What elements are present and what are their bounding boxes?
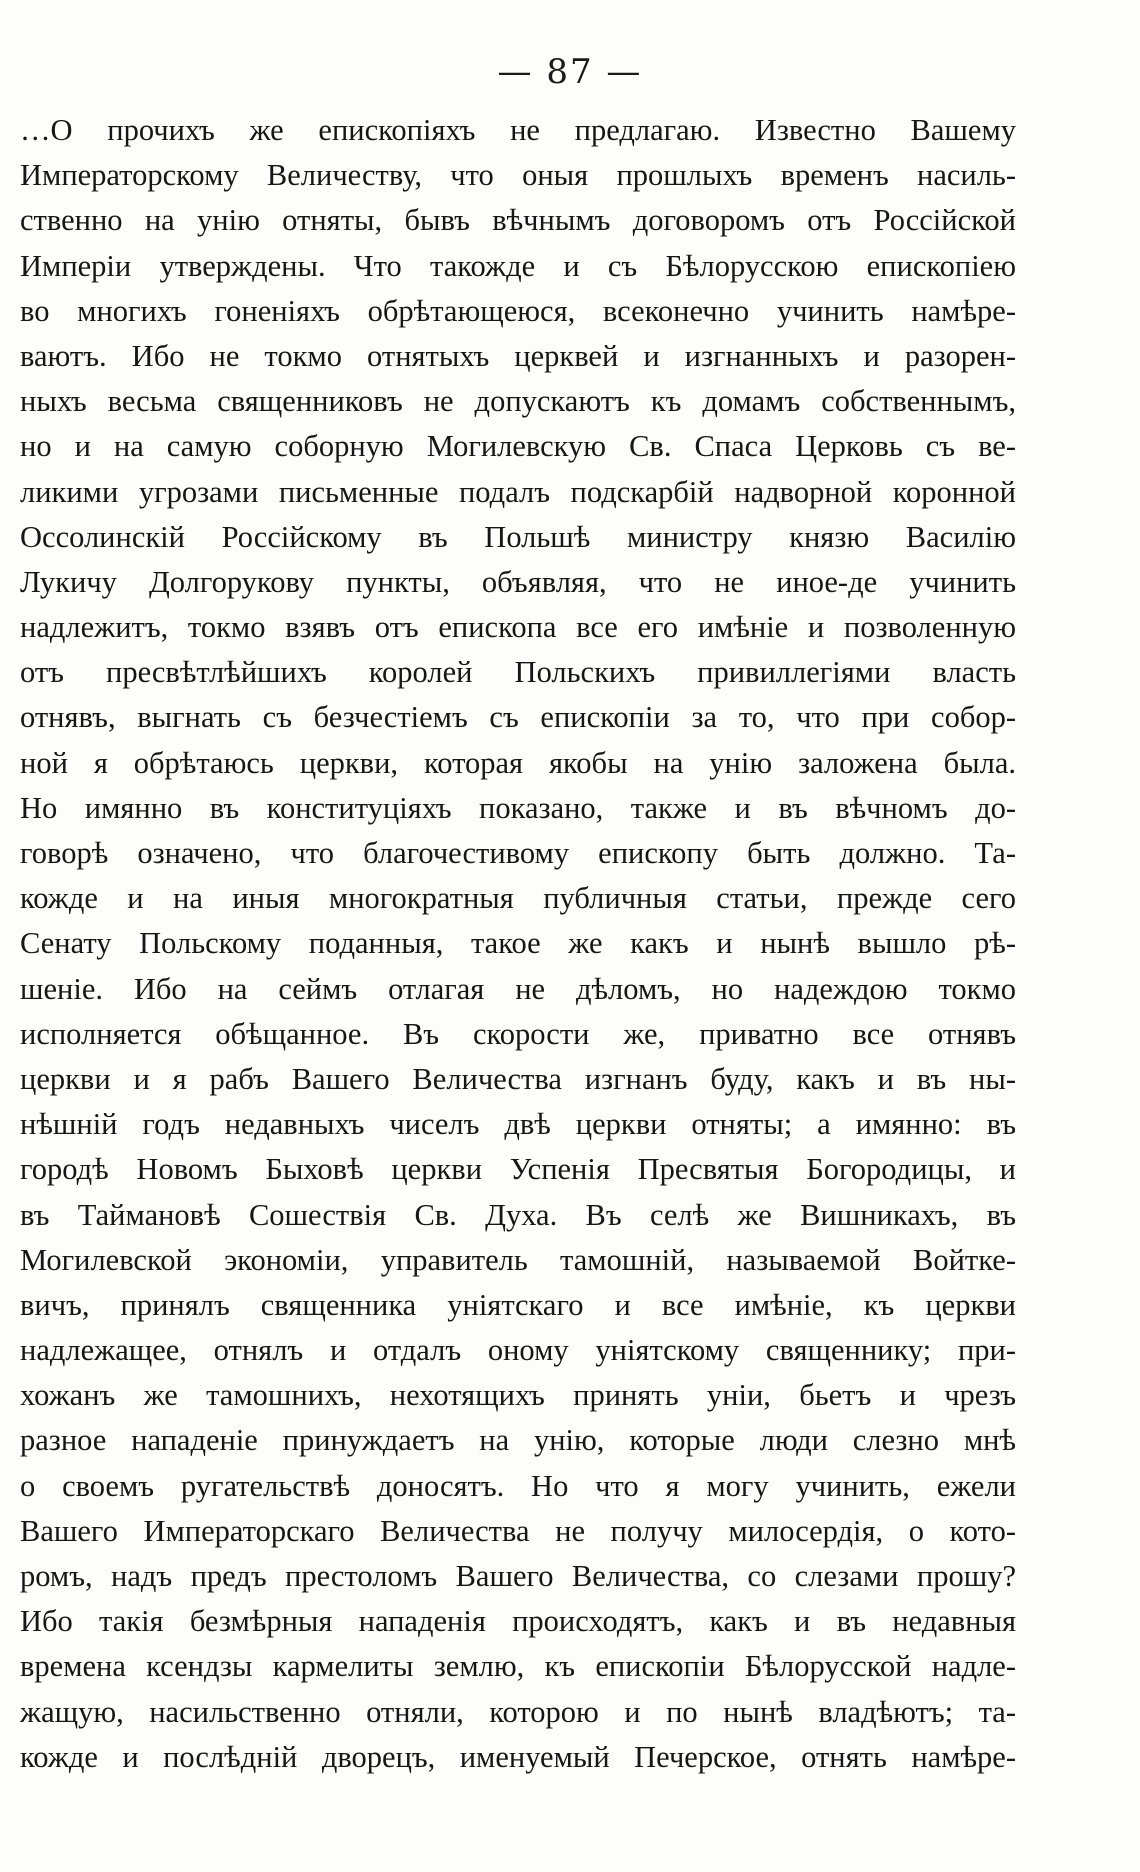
text-line: Вашего Императорскаго Величества не получу милосердія, о кото- [20,1513,1016,1548]
text-line: въ Таймановѣ Сошествія Св. Духа. Въ селѣ же Вишникахъ, въ [20,1197,1016,1232]
text-line: разное нападеніе принуждаетъ на унію, которые люди слезно мнѣ [20,1423,1016,1458]
text-line: ной я обрѣтаюсь церкви, которая якобы на унію заложена была. [20,745,1016,780]
text-line: надлежащее, отнялъ и отдалъ оному уніятскому священнику; при- [20,1333,1016,1368]
body-text [20,108,1016,1780]
text-line: хожанъ же тамошнихъ, нехотящихъ принять уніи, бьетъ и чрезъ [20,1378,1016,1413]
text-line: Ибо такія безмѣрныя нападенія происходятъ, какъ и въ недавныя [20,1604,1016,1639]
text-line: ваютъ. Ибо не токмо отнятыхъ церквей и изгнанныхъ и разорен- [20,338,1016,373]
text-line: Но имянно въ конституціяхъ показано, также и въ вѣчномъ до- [20,790,1016,825]
page-number: — 87 — [497,52,643,92]
text-line: Имперіи утверждены. Что такожде и съ Бѣлорусскою епископіею [20,248,1016,283]
text-line: надлежитъ, токмо взявъ отъ епископа все его имѣніе и позволенную [20,610,1016,645]
text-line: отнявъ, выгнать съ безчестіемъ съ епископіи за то, что при собор- [20,700,1016,735]
text-line: городѣ Новомъ Быховѣ церкви Успенія Пресвятыя Богородицы, и [20,1152,1016,1187]
text-line: …О прочихъ же епископіяхъ не предлагаю. Известно Вашему [20,113,1016,147]
text-line: кожде и на иныя многократныя публичныя статьи, прежде сего [20,881,1016,916]
text-line: но и на самую соборную Могилевскую Св. Спаса Церковь съ ве- [20,429,1016,464]
text-line: ственно на унію отняты, бывъ вѣчнымъ договоромъ отъ Россійской [20,203,1016,238]
text-line: шеніе. Ибо на сеймъ отлагая не дѣломъ, но надеждою токмо [20,971,1016,1006]
text-line: нѣшній годъ недавныхъ чиселъ двѣ церкви отняты; а имянно: въ [20,1107,1016,1142]
text-line: во многихъ гоненіяхъ обрѣтающеюся, всеконечно учинить намѣре- [20,293,1016,328]
text-line: отъ пресвѣтлѣйшихъ королей Польскихъ привиллегіями власть [20,655,1016,690]
text-line: говорѣ означено, что благочестивому епископу быть должно. Та- [20,836,1016,870]
text-line: кожде и послѣдній дворецъ, именуемый Печерское, отнять намѣре- [20,1739,1016,1774]
text-line: времена ксендзы кармелиты землю, къ епископіи Бѣлорусской надле- [20,1649,1016,1684]
text-line: Сенату Польскому поданныя, такое же какъ и нынѣ вышло рѣ- [20,926,1016,961]
text-line: Императорскому Величеству, что оныя прошлыхъ временъ насиль- [20,158,1016,193]
text-line: Могилевской экономіи, управитель тамошній, называемой Войтке- [20,1242,1016,1277]
text-line: жащую, насильственно отняли, которою и по нынѣ владѣютъ; та- [20,1694,1016,1729]
text-line: ромъ, надъ предъ престоломъ Вашего Величества, со слезами прошу? [20,1559,1016,1593]
text-line: Оссолинскій Россійскому въ Польшѣ министру князю Василію [20,519,1016,554]
text-line: исполняется обѣщанное. Въ скорости же, приватно все отнявъ [20,1016,1016,1051]
text-line: вичъ, принялъ священника уніятскаго и все имѣніе, къ церкви [20,1287,1016,1322]
text-line: церкви и я рабъ Вашего Величества изгнанъ буду, какъ и въ ны- [20,1061,1016,1096]
text-line: ликими угрозами письменные подалъ подскарбій надворной коронной [20,474,1016,509]
text-line: Лукичу Долгорукову пункты, объявляя, что не иное-де учинить [20,564,1016,599]
text-line: о своемъ ругательствѣ доносятъ. Но что я могу учинить, ежели [20,1468,1016,1503]
text-line: ныхъ весьма священниковъ не допускаютъ къ домамъ собственнымъ, [20,384,1016,419]
